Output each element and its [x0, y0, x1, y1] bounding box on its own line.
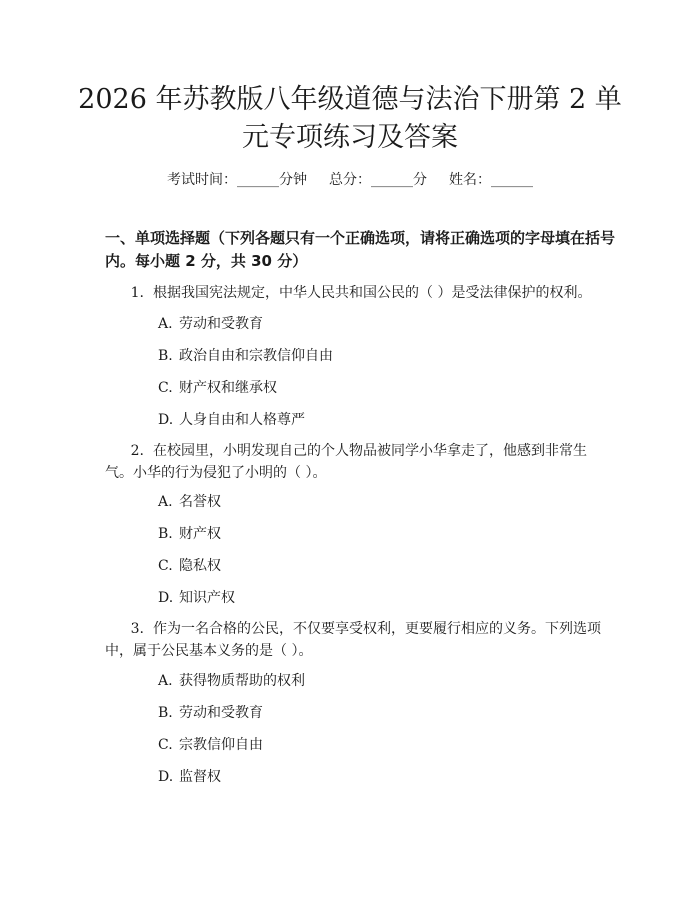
option-3a	[158, 671, 578, 691]
time-blank: ______	[237, 172, 279, 188]
option-letter: B.	[158, 705, 173, 721]
option-letter: D.	[158, 769, 174, 785]
question-number: 2.	[130, 443, 144, 459]
option-text: 名誉权	[179, 494, 221, 510]
option-text: 劳动和受教育	[179, 316, 263, 332]
option-letter: C.	[158, 380, 173, 396]
question-2	[105, 440, 605, 462]
option-letter: A.	[158, 673, 173, 689]
page-title-line-1: 2026 年苏教版八年级道德与法治下册第 2 单	[78, 84, 622, 115]
option-text: 获得物质帮助的权利	[179, 673, 305, 689]
question-number: 1.	[130, 285, 144, 301]
exam-info-line	[0, 170, 700, 190]
option-3b	[158, 703, 578, 723]
option-2a	[158, 492, 578, 512]
question-text-continued: 气。小华的行为侵犯了小明的（ ）。	[105, 465, 327, 481]
option-text: 劳动和受教育	[179, 705, 263, 721]
option-1a	[158, 314, 578, 334]
option-text: 财产权	[179, 526, 221, 542]
option-1c	[158, 378, 578, 398]
option-3c	[158, 735, 578, 755]
time-label: 考试时间：	[167, 172, 237, 188]
question-text: 作为一名合格的公民，不仅要享受权利，更要履行相应的义务。下列选项	[153, 621, 601, 637]
option-text: 宗教信仰自由	[179, 737, 263, 753]
option-letter: A.	[158, 494, 173, 510]
question-3	[105, 618, 605, 640]
option-letter: A.	[158, 316, 173, 332]
option-2b	[158, 524, 578, 544]
option-1b	[158, 346, 578, 366]
score-blank: ______	[371, 172, 413, 188]
name-label: 姓名：	[449, 172, 491, 188]
score-label: 总分：	[329, 172, 371, 188]
question-text: 在校园里，小明发现自己的个人物品被同学小华拿走了，他感到非常生	[153, 443, 587, 459]
question-1	[105, 282, 605, 304]
name-blank: ______	[491, 172, 533, 188]
option-text: 财产权和继承权	[179, 380, 277, 396]
question-text-continued: 中，属于公民基本义务的是（ ）。	[105, 643, 313, 659]
option-text: 知识产权	[179, 590, 235, 606]
option-letter: D.	[158, 412, 174, 428]
option-letter: C.	[158, 558, 173, 574]
option-1d	[158, 410, 578, 430]
option-2c	[158, 556, 578, 576]
option-3d	[158, 767, 578, 787]
score-unit: 分	[413, 172, 427, 188]
question-number: 3.	[130, 621, 144, 637]
option-letter: B.	[158, 348, 173, 364]
option-text: 政治自由和宗教信仰自由	[179, 348, 333, 364]
option-letter: D.	[158, 590, 174, 606]
page-title-line-2: 元专项练习及答案	[242, 122, 458, 153]
option-letter: C.	[158, 737, 173, 753]
question-2-continued	[105, 462, 605, 484]
question-text: 根据我国宪法规定，中华人民共和国公民的（ ）是受法律保护的权利。	[153, 285, 592, 301]
section-heading-line-2: 内。每小题 2 分，共 30 分）	[105, 252, 308, 270]
question-3-continued	[105, 640, 605, 662]
option-text: 人身自由和人格尊严	[179, 412, 305, 428]
option-text: 监督权	[179, 769, 221, 785]
section-heading-line-1: 一、单项选择题（下列各题只有一个正确选项，请将正确选项的字母填在括号	[105, 229, 616, 247]
time-unit: 分钟	[279, 172, 307, 188]
option-text: 隐私权	[179, 558, 221, 574]
option-letter: B.	[158, 526, 173, 542]
option-2d	[158, 588, 578, 608]
